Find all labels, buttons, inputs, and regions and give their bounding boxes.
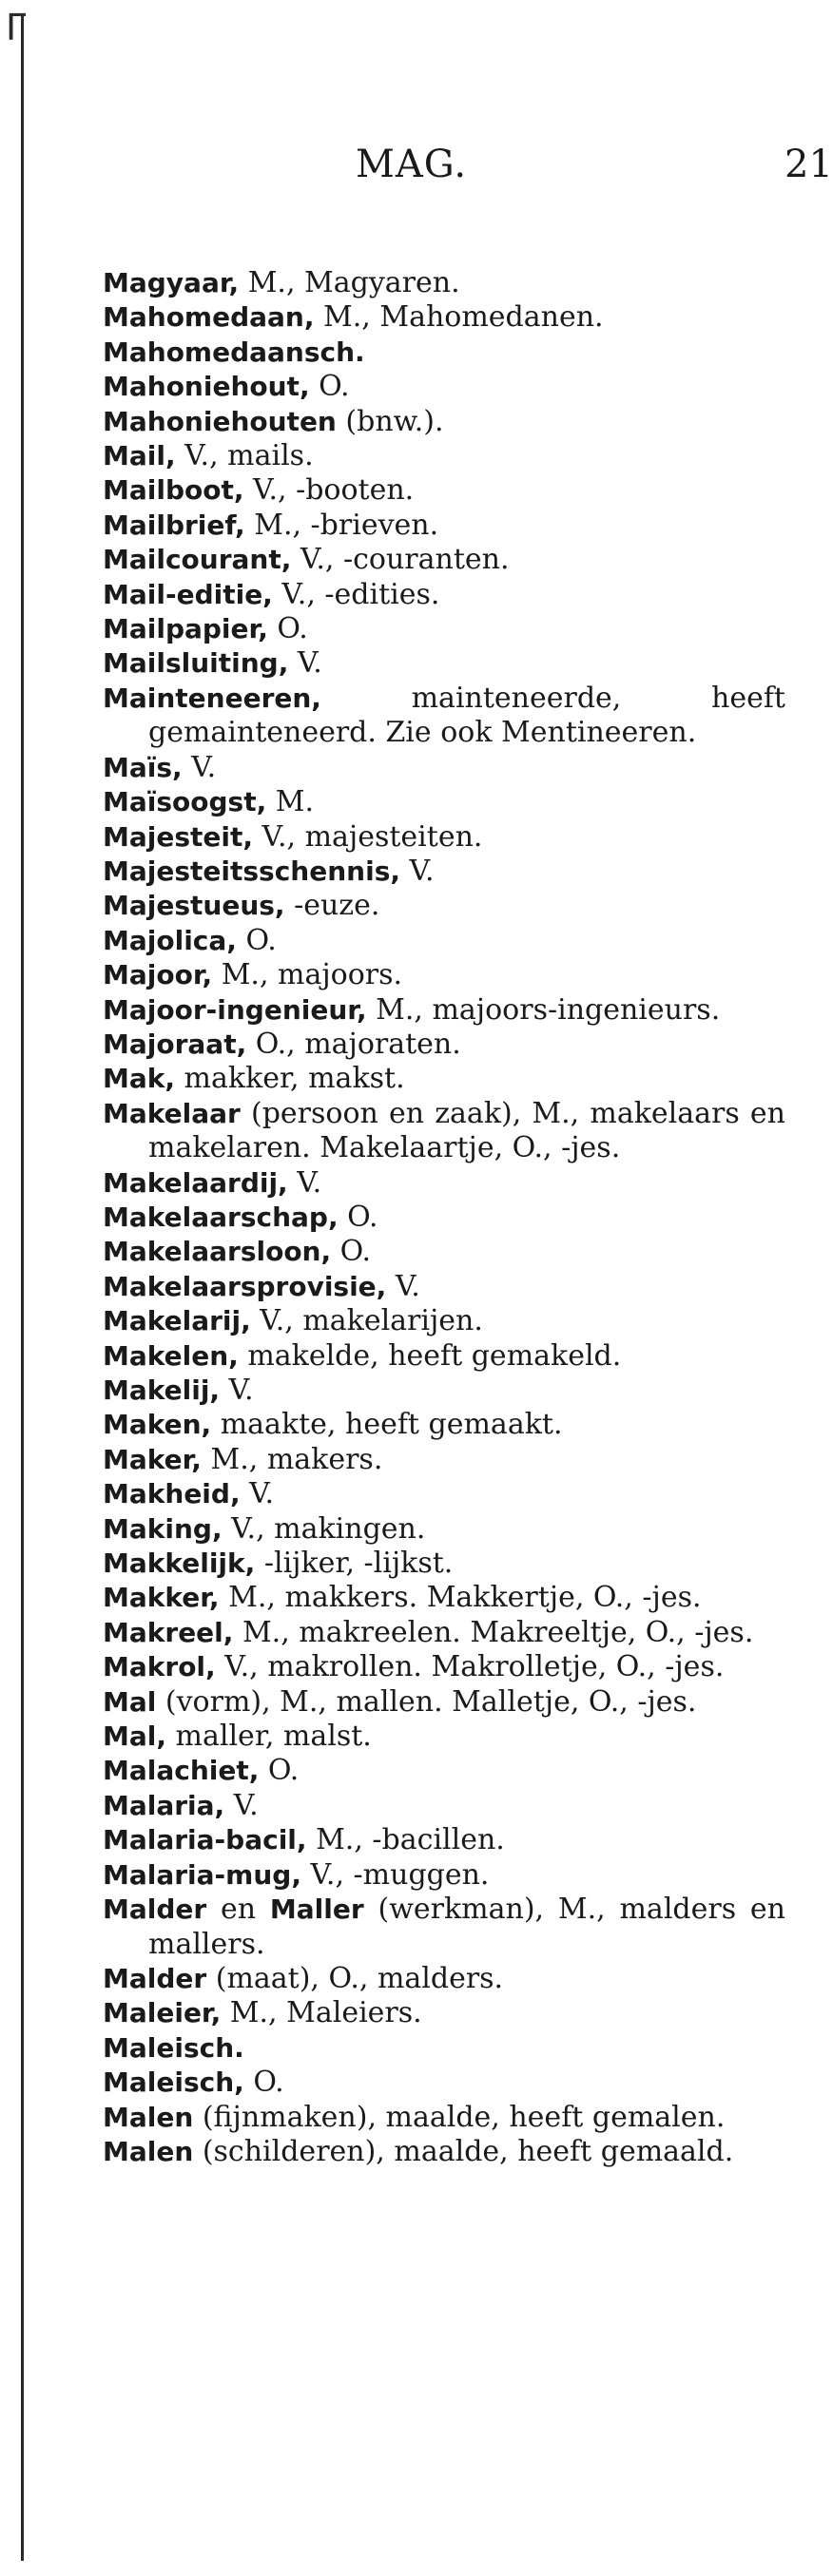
dictionary-entry <box>103 1408 785 1442</box>
corner-mark: Γ <box>6 7 27 48</box>
dictionary-entry <box>103 1235 785 1269</box>
entry-headword: Malen <box>103 2135 194 2167</box>
dictionary-entry <box>103 785 785 819</box>
entry-text: M., Mahomedanen. <box>314 300 604 335</box>
dictionary-entry <box>103 646 785 681</box>
entry-text: M., majoors-ingenieurs. <box>366 992 721 1027</box>
entry-headword: Majoor, <box>103 959 213 991</box>
entry-headword: Makelaar <box>103 1097 241 1129</box>
entry-text: V., mails. <box>175 439 314 473</box>
dictionary-entry <box>103 855 785 889</box>
dictionary-entry <box>103 336 785 370</box>
entry-text: makelde, heeft gemakeld. <box>238 1338 622 1373</box>
dictionary-entry <box>103 1201 785 1235</box>
entry-text: -euze. <box>284 889 380 923</box>
dictionary-entry <box>103 820 785 855</box>
entry-text: M., majoors. <box>212 958 403 992</box>
dictionary-entry <box>103 1858 785 1893</box>
dictionary-entry <box>103 1443 785 1477</box>
entry-headword: Mail-editie, <box>103 578 273 610</box>
dictionary-entry <box>103 473 785 508</box>
entry-text: O., majoraten. <box>246 1027 461 1061</box>
dictionary-entry <box>103 1720 785 1754</box>
entry-headword: Maleisch. <box>103 2031 244 2064</box>
dictionary-entry <box>103 1512 785 1547</box>
dictionary-entry <box>103 1996 785 2030</box>
entry-text: O. <box>267 612 308 646</box>
entry-headword: Maleisch, <box>103 2067 244 2099</box>
entry-headword: Maleier, <box>103 1997 222 2029</box>
entry-headword: Maken, <box>103 1409 212 1441</box>
dictionary-entry <box>103 682 785 751</box>
entry-headword: Maker, <box>103 1443 202 1475</box>
entry-text: O. <box>236 923 277 957</box>
entry-headword: Makelaarsloon, <box>103 1236 332 1268</box>
entry-text: (vorm), M., mallen. Malletje, O., -jes. <box>156 1684 697 1719</box>
entry-text: (fijnmaken), maalde, heeft gemalen. <box>193 2100 726 2134</box>
entry-text: -lijker, -lijkst. <box>255 1547 454 1581</box>
dictionary-entry <box>103 1581 785 1615</box>
entry-text: O. <box>338 1200 378 1234</box>
entry-headword: Makelij, <box>103 1375 221 1406</box>
entry-text: V. <box>240 1477 275 1511</box>
dictionary-entry <box>103 1374 785 1408</box>
dictionary-entry <box>103 2135 785 2169</box>
entry-headword: Majesteit, <box>103 820 254 853</box>
entry-headword: Mailboot, <box>103 474 244 507</box>
dictionary-entry <box>103 1685 785 1720</box>
entry-headword: Majesteitsschennis, <box>103 855 400 887</box>
entry-headword: Makheid, <box>103 1478 241 1510</box>
entry-text: M., makreelen. Makreeltje, O., -jes. <box>233 1615 754 1649</box>
dictionary-entry <box>103 1062 785 1096</box>
entry-headword: Makker, <box>103 1582 220 1614</box>
entry-text: M. <box>266 785 315 819</box>
dictionary-entry <box>103 1270 785 1304</box>
dictionary-entry <box>103 1304 785 1338</box>
entry-text: V. <box>287 1165 322 1200</box>
entry-headword: Mal, <box>103 1721 166 1753</box>
entry-headword: Mahomedaansch. <box>103 336 365 368</box>
entry-text: V., makelarijen. <box>250 1304 483 1338</box>
dictionary-entry <box>103 1754 785 1788</box>
page-number: 21 <box>785 143 833 186</box>
dictionary-entry <box>103 370 785 404</box>
entry-headword: Malder <box>103 1962 207 1994</box>
entry-text: mainteneerde, heeft gemainteneerd. Zie ook Mentineeren. <box>148 681 785 750</box>
entry-headword: Malaria-bacil, <box>103 1824 307 1856</box>
dictionary-entry <box>103 889 785 923</box>
entry-headword: Mailpapier, <box>103 613 268 645</box>
entry-text: (bnw.). <box>336 404 444 438</box>
entry-text: V. <box>224 1788 259 1822</box>
entry-headword: Mal <box>103 1685 157 1718</box>
entry-headword: Majolica, <box>103 924 237 956</box>
dictionary-entry <box>103 924 785 958</box>
entry-text: maakte, heeft gemaakt. <box>211 1408 563 1442</box>
entry-headword: Maïsoogst, <box>103 786 267 818</box>
dictionary-entry <box>103 1616 785 1650</box>
dictionary-entry <box>103 405 785 439</box>
entry-text: M., -bacillen. <box>306 1823 505 1857</box>
entry-text: V. <box>220 1374 254 1407</box>
dictionary-entry <box>103 1339 785 1374</box>
entry-text: O. <box>331 1235 372 1269</box>
dictionary-entry <box>103 266 785 300</box>
entry-text: (maat), O., malders. <box>206 1961 504 1995</box>
entry-headword: Malaria, <box>103 1789 225 1821</box>
entry-headword: Majestueus, <box>103 890 285 922</box>
dictionary-entries <box>103 266 785 2169</box>
dictionary-entry <box>103 2066 785 2100</box>
entry-headword: Magyaar, <box>103 267 240 298</box>
entry-text: M., makers. <box>201 1442 383 1476</box>
dictionary-entry <box>103 300 785 335</box>
page-header: MAG. <box>355 143 468 186</box>
entry-text: V., -edities. <box>272 577 440 611</box>
entry-text: V., majesteiten. <box>253 819 483 854</box>
entry-headword: Mahomedaan, <box>103 301 315 334</box>
entry-headword: Makrol, <box>103 1651 216 1683</box>
margin-rule <box>21 13 24 2561</box>
entry-text: maller, malst. <box>166 1720 372 1754</box>
entry-headword: Makkelijk, <box>103 1548 256 1580</box>
dictionary-entry <box>103 1650 785 1684</box>
dictionary-entry <box>103 1962 785 1996</box>
entry-headword: Makelarij, <box>103 1305 251 1337</box>
dictionary-entry <box>103 993 785 1028</box>
entry-headword: Malen <box>103 2101 194 2133</box>
entry-headword: Makelaarschap, <box>103 1201 339 1233</box>
entry-text: V., -booten. <box>243 473 415 508</box>
entry-headword: Maïs, <box>103 751 183 783</box>
entry-text: O. <box>259 1754 300 1788</box>
entry-text: (persoon en zaak), M., makelaars en makelaren. Makelaartje, O., -jes. <box>148 1096 785 1165</box>
entry-headword: Majoor-ingenieur, <box>103 993 367 1026</box>
entry-headword: Makelaardij, <box>103 1166 288 1199</box>
dictionary-entry <box>103 751 785 785</box>
entry-text: V. <box>288 646 322 681</box>
entry-headword: Mahoniehout, <box>103 371 310 403</box>
entry-headword: Mailbrief, <box>103 509 245 541</box>
dictionary-entry <box>103 1477 785 1511</box>
entry-text: M., -brieven. <box>244 508 439 542</box>
entry-headword: Makelaarsprovisie, <box>103 1270 387 1302</box>
entry-text: makker, makst. <box>175 1062 405 1096</box>
dictionary-entry <box>103 509 785 543</box>
entry-headword: Mail, <box>103 440 176 472</box>
dictionary-entry <box>103 958 785 992</box>
entry-headword: Mahoniehouten <box>103 405 337 437</box>
entry-headword: Makelen, <box>103 1339 239 1372</box>
entry-text: V. <box>386 1269 420 1303</box>
entry-text: M., Maleiers. <box>221 1996 422 2030</box>
dictionary-entry <box>103 1547 785 1581</box>
entry-headword: Mailcourant, <box>103 544 292 576</box>
dictionary-entry <box>103 2031 785 2066</box>
entry-headword: Making, <box>103 1512 223 1545</box>
dictionary-entry <box>103 1097 785 1166</box>
entry-headword: Makreel, <box>103 1616 234 1648</box>
entry-headword: Maller <box>269 1894 364 1926</box>
entry-text: V., -couranten. <box>291 543 510 577</box>
dictionary-entry <box>103 439 785 473</box>
dictionary-entry <box>103 1789 785 1823</box>
entry-text: M., makkers. Makkertje, O., -jes. <box>219 1581 702 1615</box>
entry-text: V. <box>182 750 217 784</box>
dictionary-entry <box>103 612 785 646</box>
entry-text: O. <box>243 2066 284 2100</box>
entry-text: V., makrollen. Makrolletje, O., -jes. <box>215 1650 725 1684</box>
dictionary-entry <box>103 2101 785 2135</box>
entry-headword: Malaria-mug, <box>103 1858 301 1891</box>
entry-headword: Malder <box>103 1894 207 1926</box>
dictionary-entry <box>103 1166 785 1201</box>
entry-headword: Mainteneeren, <box>103 682 321 714</box>
entry-text: V., makingen. <box>222 1511 426 1546</box>
entry-text: en <box>206 1893 270 1927</box>
entry-headword: Majoraat, <box>103 1028 247 1060</box>
entry-text: (schilderen), maalde, heeft gemaald. <box>193 2134 734 2168</box>
entry-text: (werkman), M., malders en mallers. <box>148 1893 785 1961</box>
entry-text: M., Magyaren. <box>239 266 460 299</box>
entry-text: V., -muggen. <box>300 1857 490 1892</box>
entry-text: O. <box>309 370 350 404</box>
entry-headword: Mak, <box>103 1063 176 1095</box>
dictionary-entry <box>103 578 785 612</box>
dictionary-entry <box>103 1823 785 1857</box>
entry-text: V. <box>400 854 435 888</box>
dictionary-entry <box>103 1028 785 1062</box>
entry-headword: Mailsluiting, <box>103 647 289 680</box>
dictionary-entry <box>103 1893 785 1962</box>
dictionary-entry <box>103 543 785 577</box>
entry-headword: Malachiet, <box>103 1755 260 1787</box>
